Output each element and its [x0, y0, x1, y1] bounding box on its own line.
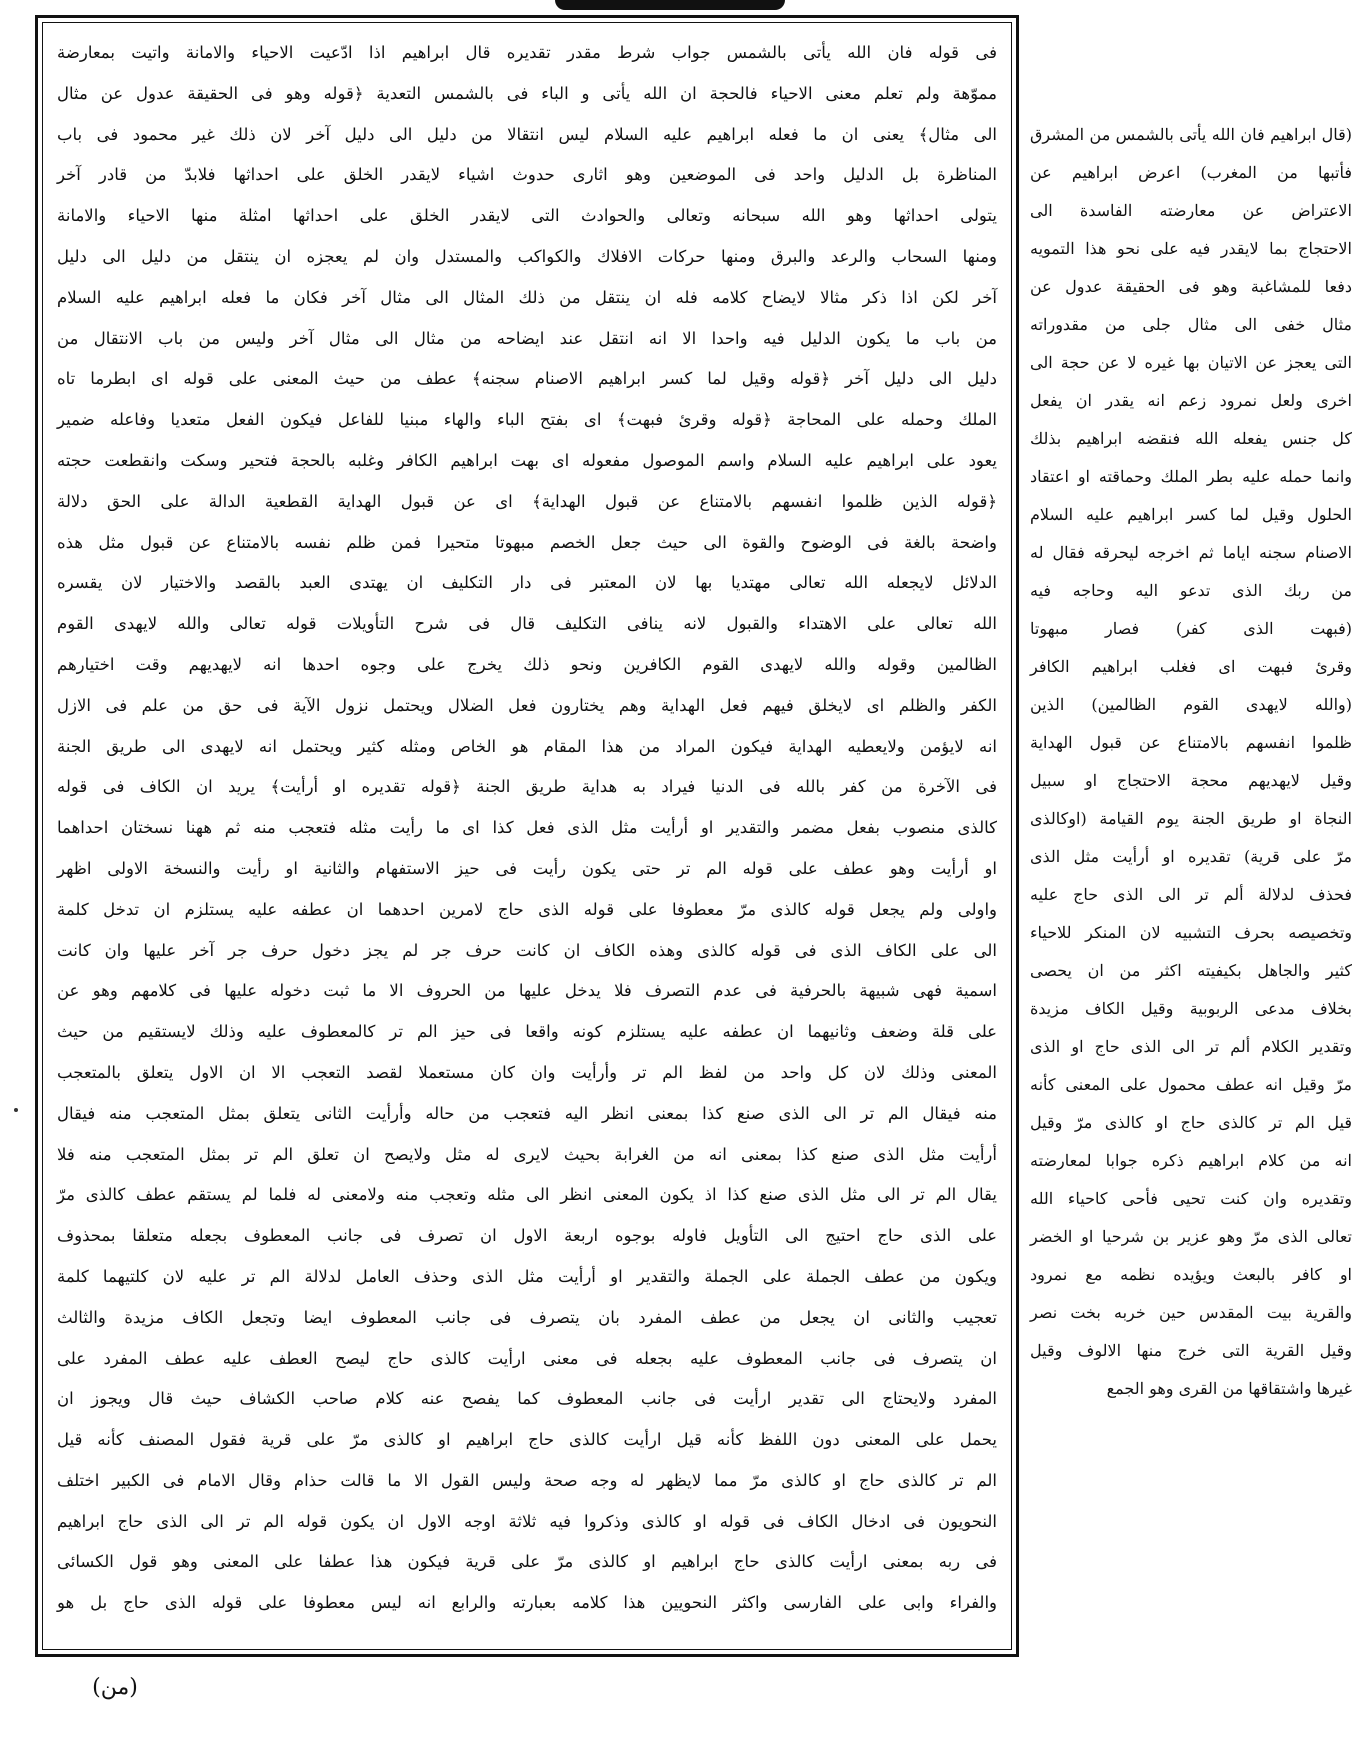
margin-text-line: الحلول وقيل لما كسر ابراهيم عليه السلام	[1030, 505, 1352, 524]
main-text-line: دليل الى دليل آخر ﴿قوله وقيل لما كسر ابراهيم الاصنام سجنه﴾ عطف من حيث المعنى على قوله اى ابطرما تاه	[57, 369, 997, 389]
main-text-body	[42, 22, 1012, 1650]
margin-text-line: وتخصيصه بحرف التشبيه لان المنكر للاحياء	[1030, 923, 1352, 942]
margin-text-line: دفعا للمشاغبة وهو فى الحقيقة عدول عن	[1030, 277, 1352, 296]
main-text-line: الله تعالى على الاهتداء والقبول لانه ينافى التكليف قال فى شرح التأويلات قوله تعالى والله لايهدى القوم	[57, 614, 997, 634]
margin-text-line: مثال خفى الى مثال جلى من مقدوراته	[1030, 315, 1352, 334]
main-text-line: ومنها السحاب والرعد والبرق ومنها حركات الافلاك والكواكب والمستدل وان لم يعجزه ان ينتقل من دليل الى دليل	[57, 246, 997, 266]
margin-text-line: وقيل القرية التى خرج منها الالوف وقيل	[1030, 1341, 1352, 1360]
margin-text-line: انه من كلام ابراهيم ذكره جوابا لمعارضته	[1030, 1151, 1352, 1170]
margin-text-line: التى يعجز عن الاتيان بها غيره لا عن حجة الى	[1030, 353, 1352, 372]
main-text-line: من باب ما يكون الدليل فيه واحدا الا انه انتقل عند ايضاحه من مثال الى مثال آخر وليس من باب الانتقال من	[57, 328, 997, 348]
margin-text-line: كثير والجاهل بكيفيته اكثر من ان يحصى	[1030, 961, 1352, 980]
margin-text-line: والقرية بيت المقدس حين خربه بخت نصر	[1030, 1303, 1352, 1322]
margin-text-line: من ربك الذى تدعو اليه وحاجه فيه	[1030, 581, 1352, 600]
main-text-line: الى على الكاف الذى فى قوله كالذى وهذه الكاف ان كانت حرف جر لم يجز دخول حرف جر آخر عليها وان كانت	[57, 940, 997, 960]
header-ornament	[555, 0, 785, 10]
margin-text-line: فأتبها من المغرب) اعرض ابراهيم عن	[1030, 163, 1352, 182]
main-text-line: فى قوله فان الله يأتى بالشمس جواب شرط مقدر تقديره قال ابراهيم اذا ادّعيت الاحياء والامانة واتيت بمعارضة	[57, 43, 997, 62]
margin-text-line: وقيل لايهديهم محجة الاحتجاج او سبيل	[1030, 771, 1352, 790]
margin-text-line: مرّ على قرية) تقديره او أرأيت مثل الذى	[1030, 847, 1352, 866]
main-text-line: النحويون فى ادخال الكاف فى قوله او كالذى وذكروا فيه ثلاثة اوجه الاول ان يكون قوله الم تر الى الذى حاج ابراهيم	[57, 1511, 997, 1531]
main-text-line: والفراء وابى على الفارسى واكثر النحويين هذا كلامه بعبارته والرابع انه ليس معطوفا على قوله الذى حاج بل هو	[57, 1593, 997, 1613]
margin-text-line: تعالى الذى مرّ وهو عزير بن شرحيا او الخضر	[1030, 1227, 1352, 1246]
main-text-line: يقال الم تر الى مثل الذى صنع كذا اذ يكون المعنى انظر الى مثله وتعجب منه ولامعنى له فلما لم يستقم عطف كالذى مرّ	[57, 1185, 997, 1205]
main-text-line: اسمية فهى شبيهة بالحرفية فى عدم التصرف فلا يدخل عليها من الحروف الا ما ثبت دخوله عليها فى كلامهم وهو عن	[57, 981, 997, 1001]
margin-text-line: قيل الم تر كالذى حاج او كالذى مرّ وقيل	[1030, 1113, 1352, 1132]
main-text-line: على الذى حاج احتيج الى التأويل فاوله بوجوه اربعة الاول ان تصرف فى جانب المعطوف بجعله متعلقا بمحذوف	[57, 1226, 997, 1246]
main-text-line: الدلائل لايجعله الله تعالى مهتديا بها لان المعتبر فى دار التكليف ان يهتدى العبد بالقصد والاختيار لان يقسره	[57, 573, 997, 593]
margin-text-line: بخلاف مدعى الربوبية وقيل الكاف مزيدة	[1030, 999, 1352, 1018]
margin-text-line: فحذف لدلالة ألم تر الى الذى حاج عليه	[1030, 885, 1352, 904]
main-text-line: الملك وحمله على المحاجة ﴿قوله وقرئ فبهت﴾ اى بفتح الباء والهاء مبنيا للفاعل فيكون الفعل متعديا وفاعله ضمير	[57, 410, 997, 430]
margin-text-line: كل جنس يفعله الله فنقضه ابراهيم بذلك	[1030, 429, 1352, 448]
main-text-line: الظالمين وقوله والله لايهدى القوم الكافرين ونحو ذلك يخرج على وجوه احدها انه لايهديهم وقت اختيارهم	[57, 654, 997, 674]
main-text-line: المفرد ولايحتاج الى تقدير ارأيت فى جانب المعطوف كما يفصح عنه كلام صاحب الكشاف حيث قال ويجوز ان	[57, 1389, 997, 1409]
main-text-line: يتولى احداثها وهو الله سبحانه وتعالى والحوادث التى لايقدر الخلق على احداثها امثلة منها الاحياء والامانة	[57, 206, 997, 226]
margin-text-line: مرّ وقيل انه عطف محمول على المعنى كأنه	[1030, 1075, 1352, 1094]
main-text-line: او أرأيت وهو عطف على قوله الم تر حتى يكون رأيت فى حيز الاستفهام والثانية او رأيت والنسخة الاولى اظهر	[57, 858, 997, 878]
margin-text-line: (قال ابراهيم فان الله يأتى بالشمس من المشرق	[1030, 125, 1352, 144]
margin-text-line: وتقدير الكلام ألم تر الى الذى حاج او الذى	[1030, 1037, 1352, 1056]
margin-text-line: الاصنام سجنه اياما ثم اخرجه ليحرقه فقال له	[1030, 543, 1352, 562]
main-text-line: الم تر كالذى حاج او كالذى مرّ مما لايظهر له وجه صحة وليس القول الا ما قالت حذام وقال الامام فى الكبير اختلف	[57, 1470, 997, 1490]
margin-text-line: (فبهت الذى كفر) فصار مبهوتا	[1030, 619, 1352, 638]
main-text-line: على قلة وضعف وثانيهما ان عطفه عليه يستلزم كونه واقعا فى حيز الم تر كالمعطوف عليه وذلك لايستقيم من حيث	[57, 1022, 997, 1042]
margin-text-line: وانما حمله عليه بطر الملك وحماقته او اعتقاد	[1030, 467, 1352, 486]
margin-text-line: اخرى ولعل نمرود زعم انه يقدر ان يفعل	[1030, 391, 1352, 410]
main-text-line: الكفر والظلم اى لايخلق فيهم فعل الهداية وهم يختارون فعل الضلال ويحتمل نزول الآية فى حق من علم فى الازل	[57, 695, 997, 715]
main-text-line: أرأيت مثل الذى صنع كذا بمعنى انه من الغرابة بحيث لايرى له مثل ولايصح ان تعلق الم تر بمثل المتعجب منه فلا	[57, 1144, 997, 1164]
margin-text-line: وقرئ فبهت اى فغلب ابراهيم الكافر	[1030, 657, 1352, 676]
main-text-line: ويكون من عطف الجملة على الجملة والتقدير او أرأيت مثل الذى وحذف العامل لدلالة الم تر عليه لان كلتيهما كلمة	[57, 1266, 997, 1286]
margin-text-line: الاحتجاج بما لايقدر فيه على نحو هذا التمويه	[1030, 239, 1352, 258]
main-text-line: انه لايؤمن ولايعطيه الهداية فيكون المراد من هذا المقام هو الخاص ومثله كثير ويحتمل انه لايهدى الى طريق الجنة	[57, 736, 997, 756]
main-text-frame	[35, 15, 1019, 1657]
main-text-line: فى ربه بمعنى ارأيت كالذى حاج ابراهيم او كالذى مرّ على قرية فيكون هذا عطفا على المعنى وهو قول الكسائى	[57, 1552, 997, 1572]
main-text-line: يحمل على المعنى دون اللفظ كأنه قيل ارأيت كالذى حاج ابراهيم او كالذى مرّ على قرية فقول المصنف كأنه قيل	[57, 1430, 997, 1450]
main-text-line: الى مثال﴾ يعنى ان ما فعله ابراهيم عليه السلام ليس انتقالا من دليل الى دليل آخر لان ذلك غير محمود فى باب	[57, 124, 997, 144]
main-text-line: المناظرة بل الدليل واحد فى الموضعين وهو اثارى حدوث اشياء لايقدر الخلق على احداثها فلابدّ من قادر آخر	[57, 165, 997, 185]
margin-text-line: او كافر بالبعث ويؤيده نظمه مع نمرود	[1030, 1265, 1352, 1284]
margin-text-line: ظلموا انفسهم بالامتناع عن قبول الهداية	[1030, 733, 1352, 752]
main-text-line: ﴿قوله الذين ظلموا انفسهم بالامتناع عن قبول الهداية﴾ اى عن قبول الهداية القطعية الدالة على الحق دلالة	[57, 491, 997, 511]
margin-text-line: النجاة او طريق الجنة يوم القيامة (اوكالذى	[1030, 809, 1352, 828]
main-text-line: واولى ولم يجعل قوله كالذى مرّ معطوفا على قوله الذى حاج لامرين احدهما ان عطفه عليه يستلزم ان تدخل كلمة	[57, 899, 997, 919]
main-text-line: كالذى منصوب بفعل مضمر والتقدير او أرأيت مثل الذى فعل كذا اى ما رأيت مثله فتعجب منه ثم ههنا نسختان احداهما	[57, 818, 997, 838]
margin-commentary	[1030, 116, 1352, 1398]
main-text-line: آخر لكن اذا ذكر مثالا لايضاح كلامه فله ان ينتقل من ذلك المثال الى مثال آخر فكان ما فعله ابراهيم عليه السلام	[57, 287, 997, 307]
footer-catchword: (من)	[92, 1675, 138, 1700]
margin-text-line: غيرها واشتقاقها من القرى وهو الجمع	[1106, 1379, 1352, 1398]
main-text-line: ان يتصرف فى جانب المعطوف عليه بجعله فى معنى ارأيت كالذى حاج ليصح العطف عليه عطف المفرد على	[57, 1348, 997, 1368]
main-text-line: واضحة بالغة فى الوضوح والقوة الى حيث جعل الخصم مبهوتا متحيرا فمن ظلم نفسه بالامتناع عن قبول مثل هذه	[57, 532, 997, 552]
main-text-line: منه فيقال الم تر الى الذى صنع كذا بمعنى انظر اليه فتعجب من حاله وأرأيت الثانى يتعلق بمثل المتعجب منه فيقال	[57, 1103, 997, 1123]
main-text-line: مموّهة ولم تعلم معنى الاحياء فالحجة ان الله يأتى و الباء فى بالشمس التعدية ﴿قوله وهو فى الحقيقة عدول عن مثال	[57, 83, 997, 103]
main-text-line: تعجيب والثانى ان يجعل من عطف المفرد بان يتصرف فى جانب المعطوف ايضا وتجعل الكاف مزيدة والثالث	[57, 1307, 997, 1327]
main-text-line: المعنى وذلك لان كل واحد من لفظ الم تر وأرأيت وان كان مستعملا لقصد التعجب الا ان الاول يتعلق بالمتعجب	[57, 1062, 997, 1082]
scan-speck	[14, 1108, 18, 1112]
margin-text-line: الاعتراض عن معارضته الفاسدة الى	[1030, 201, 1352, 220]
margin-text-line: (والله لايهدى القوم الظالمين) الذين	[1030, 695, 1352, 714]
main-text-line: يعود على ابراهيم عليه السلام واسم الموصول مفعوله اى بهت ابراهيم الكافر وغلبه بالحجة فتحير وسكت وانقطعت حجته	[57, 450, 997, 470]
margin-text-line: وتقديره وان كنت تحيى فأحى كاحياء الله	[1030, 1189, 1352, 1208]
main-text-line: فى الآخرة من كفر بالله فى الدنيا فيراد به هداية طريق الجنة ﴿قوله تقديره او أرأيت﴾ يريد ان الكاف فى قوله	[57, 777, 997, 797]
